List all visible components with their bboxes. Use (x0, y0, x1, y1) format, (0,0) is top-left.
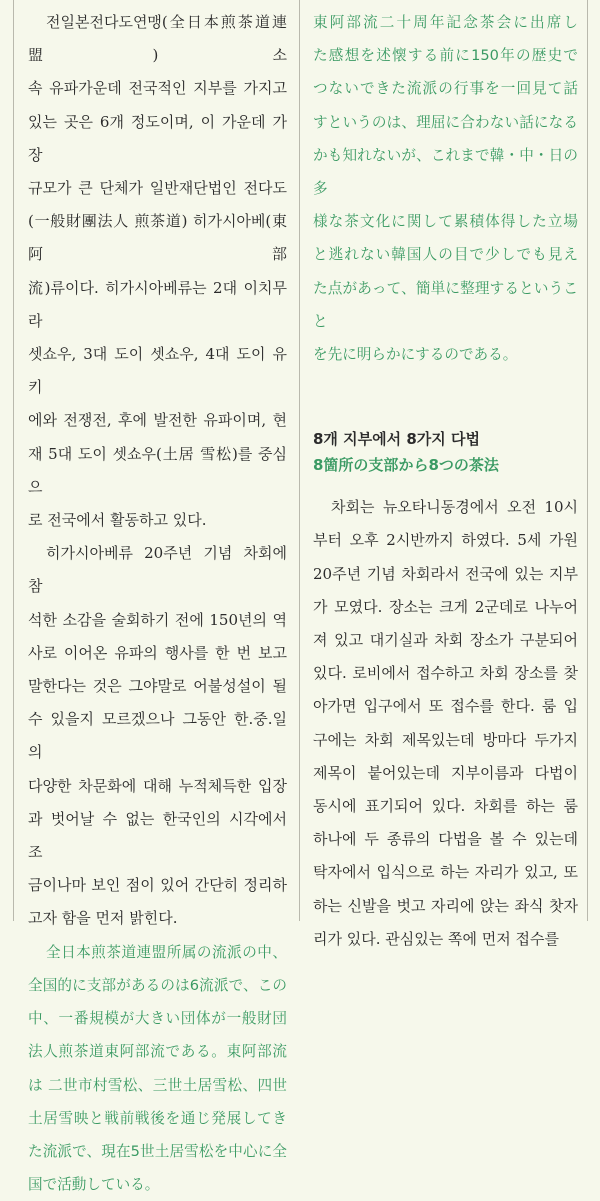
left-jp-paragraph (28, 936, 287, 1201)
text-line: 에와 전쟁전, 후에 발전한 유파이며, 현 (28, 411, 287, 430)
text-line: すというのは、理屈に合わない話になる (313, 113, 578, 131)
section-heading-jp: 8箇所の支部から8つの茶法 (313, 456, 499, 475)
left-margin-rule (13, 0, 14, 921)
text-line: 고자 함을 먼저 밝힌다. (28, 909, 178, 928)
text-line: 로 전국에서 활동하고 있다. (28, 511, 207, 530)
right-ko-paragraph (313, 491, 578, 956)
text-line: 히가시아베류 20주년 기념 차회에 참 (28, 544, 287, 596)
text-line: 流)류이다. 히가시아베류는 2대 이치무라 (28, 278, 287, 330)
text-line: かも知れないが、これまで韓・中・日の多 (313, 146, 578, 198)
text-line: 아가면 입구에서 또 접수를 한다. 룸 입 (313, 697, 578, 716)
text-line: 있는 곳은 6개 정도이며, 이 가운데 가장 (28, 112, 287, 164)
text-line: た流派で、現在5世土居雪松を中心に全 (28, 1142, 287, 1160)
text-line: 전일본전다도연맹(全日本煎茶道連盟) 소 (28, 13, 287, 65)
text-line: は 二世市村雪松、三世土居雪松、四世 (28, 1076, 287, 1094)
text-line: (一般財團法人 煎茶道) 히가시아베(東阿部 (28, 212, 287, 264)
text-line: 가 모였다. 장소는 크게 2군데로 나누어 (313, 597, 578, 616)
text-line: 차회는 뉴오타니동경에서 오전 10시 (331, 498, 578, 517)
text-line: つないできた流派の行事を一回見て話 (313, 80, 578, 98)
text-line: 사로 이어온 유파의 행사를 한 번 보고 (28, 643, 287, 662)
text-line: 東阿部流二十周年記念茶会に出席し (313, 14, 578, 31)
column-divider (299, 0, 300, 921)
text-line: 져 있고 대기실과 차회 장소가 구분되어 (313, 631, 578, 650)
text-line: 말한다는 것은 그야말로 어불성설이 될 (28, 677, 287, 696)
text-line: 과 벗어날 수 없는 한국인의 시각에서 조 (28, 809, 287, 862)
text-line: を先に明らかにするのである。 (313, 346, 518, 364)
text-line: 탁자에서 입식으로 하는 자리가 있고, 또 (313, 863, 578, 882)
text-line: 셋쇼우, 3대 도이 셋쇼우, 4대 도이 유키 (28, 345, 287, 397)
text-line: 全日本煎茶道連盟所属の流派の中、 (46, 943, 287, 961)
text-line: 国で活動している。 (28, 1176, 160, 1194)
text-line: 法人煎茶道東阿部流である。東阿部流 (28, 1043, 287, 1061)
text-line: 하나에 두 종류의 다법을 볼 수 있는데 (313, 830, 578, 849)
right-margin-rule (587, 0, 588, 921)
text-line: 있다. 로비에서 접수하고 차회 장소를 찾 (313, 664, 578, 683)
text-line: 다양한 차문화에 대해 누적체득한 입장 (28, 776, 287, 795)
text-line: 土居雪映と戦前戦後を通じ発展してき (28, 1109, 287, 1127)
text-line: た感想を述懐する前に150年の歴史で (313, 47, 578, 65)
left-ko-paragraph-1 (28, 6, 287, 537)
left-ko-paragraph-2 (28, 537, 287, 935)
text-line: 全国的に支部があるのは6流派で、この (28, 976, 287, 994)
left-column (28, 6, 287, 1201)
text-line: 리가 있다. 관심있는 쪽에 먼저 접수를 (313, 929, 559, 948)
right-jp-paragraph (313, 6, 578, 371)
text-line: 하는 신발을 벗고 자리에 앉는 좌식 찻자 (313, 896, 578, 915)
text-line: た点があって、簡単に整理するということ (313, 279, 578, 330)
text-line: 속 유파가운데 전국적인 지부를 가지고 (28, 79, 287, 98)
text-line: 부터 오후 2시반까지 하였다. 5세 가원 (313, 531, 578, 550)
right-column (313, 6, 578, 956)
text-line: 様な茶文化に関して累積体得した立場 (313, 213, 578, 231)
text-line: 석한 소감을 술회하기 전에 150년의 역 (28, 610, 287, 629)
text-line: 금이나마 보인 점이 있어 간단히 정리하 (28, 876, 287, 895)
text-line: 구에는 차회 제목있는데 방마다 두가지 (313, 730, 578, 749)
text-line: 규모가 큰 단체가 일반재단법인 전다도 (28, 179, 287, 198)
text-line: 재 5대 도이 셋쇼우(土居 雪松)를 중심으 (28, 444, 287, 496)
text-line: 제목이 붙어있는데 지부이름과 다법이 (313, 763, 578, 782)
text-line: 수 있을지 모르겠으나 그동안 한.중.일의 (28, 710, 287, 762)
text-line: 中、一番規模が大きい団体が一般財団 (28, 1010, 287, 1028)
text-line: 20주년 기념 차회라서 전국에 있는 지부 (313, 564, 578, 583)
text-line: と逃れない韓国人の目で少しでも見え (313, 246, 578, 264)
section-heading-ko: 8개 지부에서 8가지 다법 (313, 430, 480, 449)
text-line: 동시에 표기되어 있다. 차회를 하는 룸 (313, 797, 578, 816)
